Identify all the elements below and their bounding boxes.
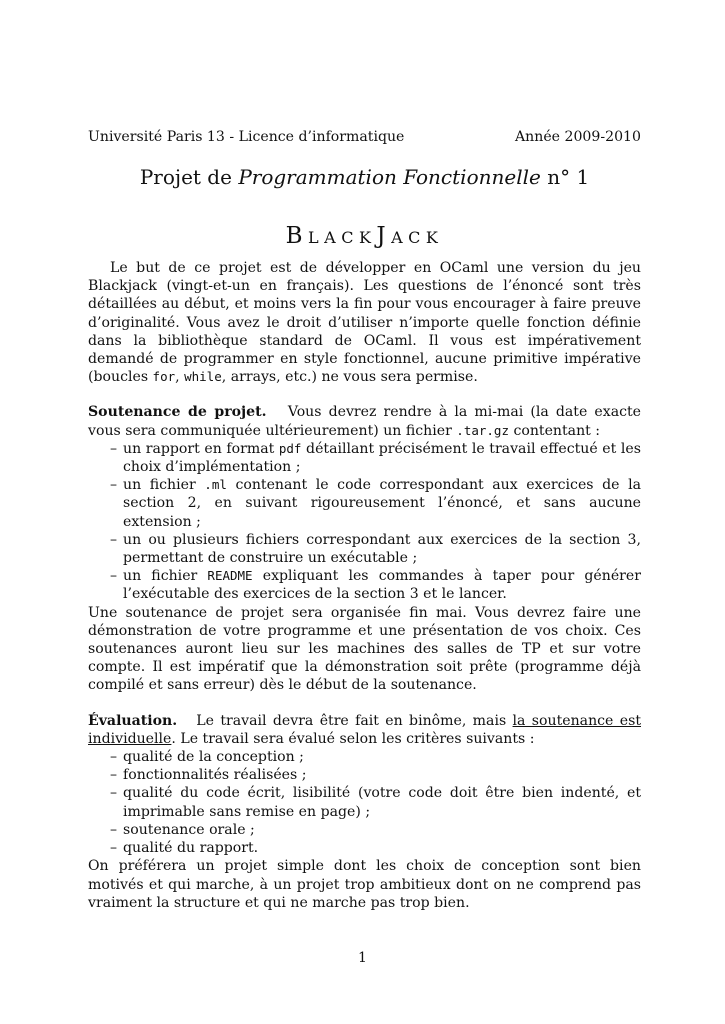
evaluation-list: [88, 748, 641, 857]
intro-end: , arrays, etc.) ne vous sera permise.: [221, 369, 478, 386]
soutenance-text: Vous devrez rendre à la mi-mai (la date exacte vous sera communiquée ultérieurement) un fichier: [88, 404, 641, 439]
intro-text: Le but de ce projet est de développer en OCaml une version du jeu Blackjack (vingt-et-un en français). Les questions de l’énoncé sont très détaillées au début, et moins vers la fin pour vous encourager à faire preuve d’originalité. Vous avez le droit d’utiliser n’importe quelle fonction définie dans la bibliothèque standard de OCaml. Il vous est impérativement demandé de programmer en style fonctionnel, aucune primitive impérative (boucles: [88, 260, 641, 386]
soutenance-code: .tar.gz: [456, 422, 509, 438]
soutenance-after: Une soutenance de projet sera organisée fin mai. Vous devrez faire une démonstration de votre programme et une présentation de vos choix. Ces soutenances auront lieu sur les machines des salles de TP et sur votre compte. Il est impératif que la démonstration soit prête (programme déjà compilé et sans erreur) dès le début de la soutenance.: [88, 604, 641, 694]
item-code: pdf: [278, 440, 302, 456]
page-number: 1: [358, 950, 367, 966]
title-prefix: Projet de: [139, 165, 239, 189]
item-code: README: [207, 568, 253, 584]
soutenance-paragraph: [88, 403, 641, 439]
list-item: – qualité de la conception ;: [123, 748, 641, 766]
item-text: un rapport en format: [123, 440, 279, 457]
list-item: – qualité du code écrit, lisibilité (votre code doit être bien indenté, et imprimable sans remise en page) ;: [123, 784, 641, 820]
document-subtitle: BlackJack: [285, 223, 444, 249]
evaluation-text-end: . Le travail sera évalué selon les critères suivants :: [171, 730, 535, 747]
list-item: [123, 440, 641, 476]
soutenance-list: [88, 440, 641, 604]
item-text-end: contenant le code correspondant aux exercices de la section 2, en suivant rigoureusement l’énoncé, et sans aucune extension ;: [123, 477, 641, 530]
item-text: un fichier: [123, 477, 205, 494]
list-item: – fonctionnalités réalisées ;: [123, 766, 641, 784]
soutenance-heading: Soutenance de projet.: [88, 404, 267, 421]
list-item: [123, 531, 641, 567]
item-code: .ml: [204, 477, 227, 493]
header-year: Année 2009-2010: [515, 129, 641, 145]
item-text: un ou plusieurs fichiers correspondant aux exercices de la section 3, permettant de construire un exécutable ;: [123, 531, 641, 567]
item-text-end: détaillant précisément le travail effectué et les choix d’implémentation ;: [123, 440, 641, 476]
evaluation-after: On préférera un projet simple dont les choix de conception sont bien motivés et qui marche, à un projet trop ambitieux dont on ne comprend pas vraiment la structure et qui ne marche pas trop bien.: [88, 858, 641, 911]
intro-code-while: while: [184, 369, 222, 385]
list-item: – soutenance orale ;: [123, 821, 641, 839]
header-institution: Université Paris 13 - Licence d’informatique: [88, 129, 405, 145]
evaluation-heading: Évaluation.: [88, 712, 178, 729]
document-page: [88, 128, 641, 912]
title-number: n° 1: [540, 165, 590, 189]
title-course: Programmation Fonctionnelle: [238, 165, 541, 189]
evaluation-text: Le travail devra être fait en binôme, mais: [196, 712, 513, 729]
evaluation-underlined: la soutenance est individuelle: [88, 712, 641, 747]
page-header: [88, 128, 641, 146]
intro-paragraph: [88, 259, 641, 386]
intro-code-for: for: [152, 369, 176, 385]
document-title: [88, 164, 641, 190]
list-item: [123, 476, 641, 531]
list-item: – qualité du rapport.: [123, 839, 641, 857]
evaluation-paragraph: [88, 712, 641, 748]
item-text: un fichier: [123, 568, 208, 585]
item-text-end: expliquant les commandes à taper pour générer l’exécutable des exercices de la section 3 et le lancer.: [123, 568, 641, 603]
intro-comma: ,: [175, 369, 185, 386]
soutenance-text-end: contentant :: [508, 422, 601, 439]
list-item: [123, 567, 641, 603]
